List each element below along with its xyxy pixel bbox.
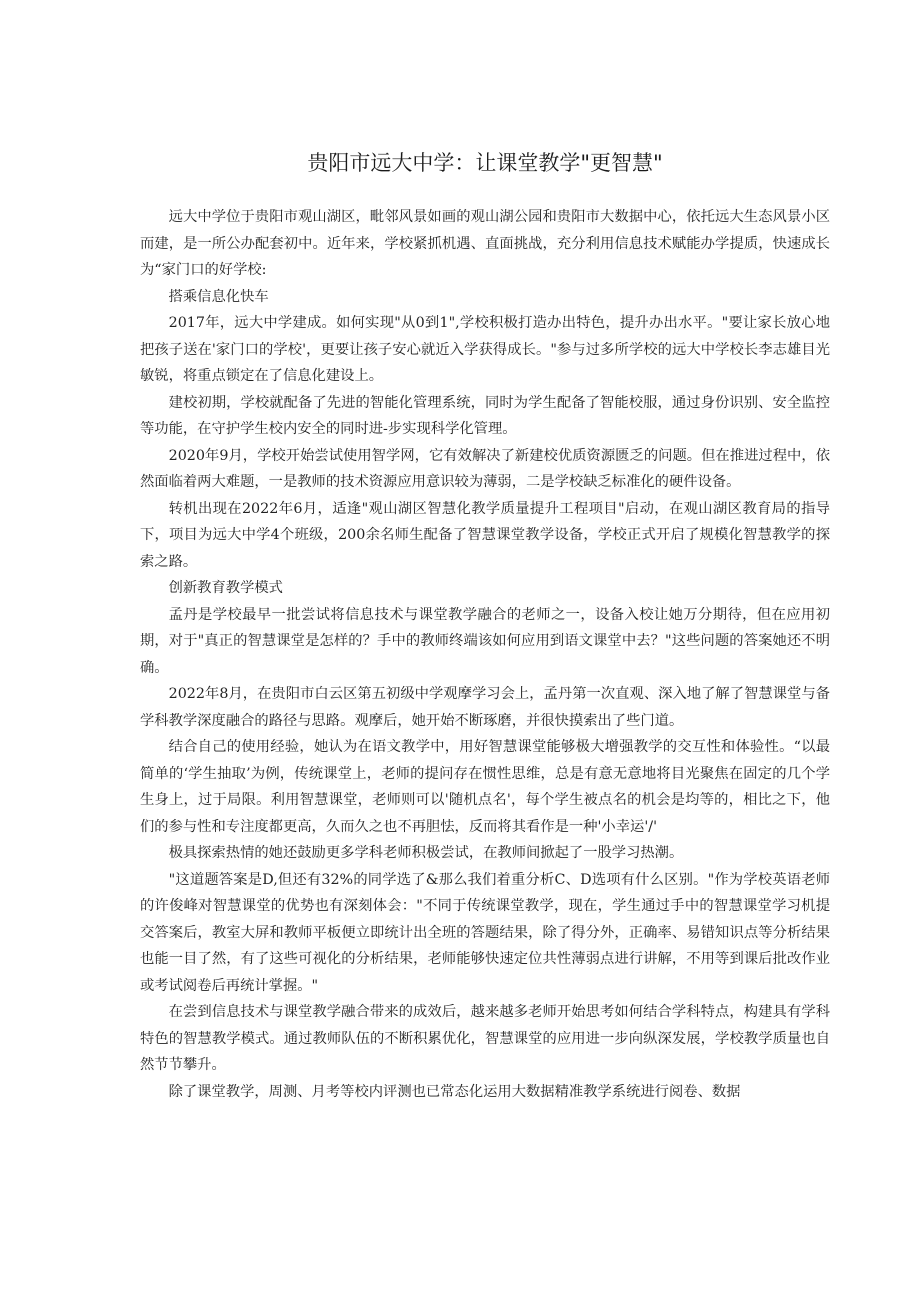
paragraph-assessment: 除了课堂教学，周测、月考等校内评测也已常态化运用大数据精准教学系统进行阅卷、数据 (168, 1083, 741, 1100)
section-heading-innovation: 创新教育教学模式 (168, 580, 283, 596)
paragraph-2017: 2017年，远大中学建成。如何实现"从0到1",学校积极打造办出特色，提升办出水平。"要让家长放心地把孩子送在'家门口的学校'，更要让孩子安心就近入学获得成长。"参与过多所学校的远大中学校长李志雄目光敏锐，将重点锁定在了信息化建设上。 (140, 315, 830, 384)
paragraph-intro: 远大中学位于贵阳市观山湖区，毗邻风景如画的观山湖公园和贵阳市大数据中心，依托远大生态风景小区而建，是一所公办配套初中。近年来，学校紧抓机遇、直面挑战，充分利用信息技术赋能办学提质，快速成长为“家门口的好学校: (140, 209, 830, 278)
paragraph-2022-june: 转机出现在2022年6月，适逢"观山湖区智慧化教学质量提升工程项目"启动，在观山湖区教育局的指导下，项目为远大中学4个班级，200余名师生配备了智慧课堂教学设备，学校正式开启了规模化智慧教学的探索之路。 (140, 500, 830, 570)
paragraph-results: 在尝到信息技术与课堂教学融合带来的成效后，越来越多老师开始思考如何结合学科特点，构建具有学科特色的智慧教学模式。通过教师队伍的不断积累优化，智慧课堂的应用进一步向纵深发展，学校教学质量也自然节节攀升。 (140, 1004, 830, 1073)
section-heading-informatization: 搭乘信息化快车 (168, 288, 269, 305)
paragraph-xu-junfeng: "这道题答案是D,但还有32%的同学选了&那么我们着重分析C、D选项有什么区别。"作为学校英语老师的许俊峰对智慧课堂的优势也有深刻体会："不同于传统课堂教学，现在，学生通过手中的智慧课堂学习机提交答案后，教室大屏和教师平板便立即统计出全班的答题结果，除了得分外，正确率、易错知识点等分析结果也能一目了然，有了这些可视化的分析结果，老师能够快速定位共性薄弱点进行讲解，不用等到课后批改作业或考试阅卷后再统计掌握。" (140, 871, 830, 994)
paragraph-enthusiasm: 极具探索热情的她还鼓励更多学科老师积极尝试，在教师间掀起了一股学习热潮。 (168, 845, 684, 861)
document-page (140, 148, 830, 1105)
document-title: 贵阳市远大中学：让课堂教学"更智慧" (307, 151, 663, 175)
paragraph-experience: 结合自己的使用经验，她认为在语文教学中，用好智慧课堂能够极大增强教学的交互性和体验性。“以最简单的‘学生抽取’为例，传统课堂上，老师的提问存在惯性思维，总是有意无意地将目光聚焦在固定的几个学生身上，过于局限。利用智慧课堂，老师则可以'随机点名'，每个学生被点名的机会是均等的，相比之下，他们的参与性和专注度都更高，久而久之也不再胆怯，反而将其看作是一种'小幸运'/' (140, 739, 830, 835)
paragraph-early-days: 建校初期，学校就配备了先进的智能化管理系统，同时为学生配备了智能校服，通过身份识别、安全监控等功能，在守护学生校内安全的同时进-步实现科学化管理。 (140, 394, 830, 437)
paragraph-2022-august: 2022年8月，在贵阳市白云区第五初级中学观摩学习会上，孟丹第一次直观、深入地了解了智慧课堂与备学科教学深度融合的路径与思路。观摩后，她开始不断琢磨，并很快摸索出了些门道。 (140, 686, 830, 729)
paragraph-2020: 2020年9月，学校开始尝试使用智学网，它有效解决了新建校优质资源匮乏的问题。但在推进过程中，依然面临着两大难题，一是教师的技术资源应用意识较为薄弱，二是学校缺乏标准化的硬件设备。 (140, 447, 830, 490)
paragraph-meng-dan: 孟丹是学校最早一批尝试将信息技术与课堂教学融合的老师之一，设备入校让她万分期待，但在应用初期，对于"真正的智慧课堂是怎样的？手中的教师终端该如何应用到语文课堂中去？"这些问题的答案她还不明确。 (140, 606, 830, 676)
